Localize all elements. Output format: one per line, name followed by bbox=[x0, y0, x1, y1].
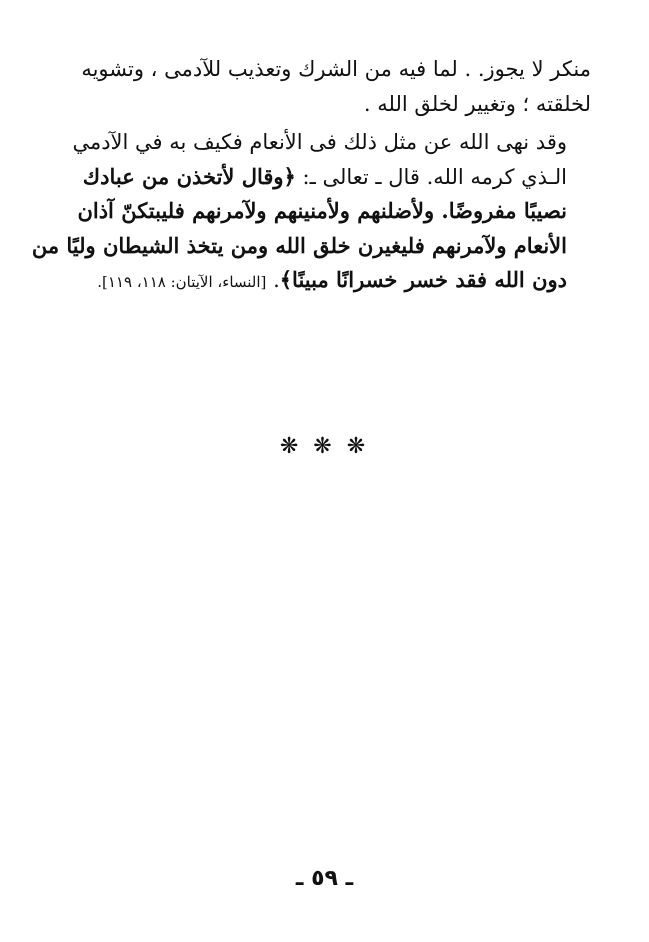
paragraph-2 bbox=[31, 125, 591, 300]
quran-verse-line: الأنعام ولآمرنهم فليغيرن خلق الله ومن يتخذ الشيطان وليًا من bbox=[31, 232, 567, 258]
section-separator: ❋ ❋ ❋ bbox=[279, 434, 370, 459]
plain-text: الـذي كرمه الله. قال ـ تعالى ـ: bbox=[295, 164, 567, 189]
quran-verse-text: دون الله فقد خسر خسرانًا مبينًا﴾ bbox=[279, 267, 567, 292]
page-number: ـ ٥٩ ـ bbox=[295, 866, 354, 891]
text-line: لخلقته ؛ وتغيير لخلق الله . bbox=[363, 91, 591, 116]
text-line: منكر لا يجوز. . لما فيه من الشرك وتعذيب للآدمى ، وتشويه bbox=[81, 57, 591, 81]
plain-text: . bbox=[266, 268, 280, 292]
text-line bbox=[52, 263, 591, 300]
quran-verse-text: ﴿وقال لأتخذن من عبادك bbox=[82, 163, 296, 189]
verse-reference: [النساء، الآيتان: ١١٨، ١١٩]. bbox=[97, 273, 267, 291]
text-line: وقد نهى الله عن مثل ذلك فى الأنعام فكيف به في الآدمي bbox=[72, 130, 567, 154]
paragraph-1 bbox=[52, 52, 591, 121]
text-line bbox=[52, 160, 591, 195]
body-text bbox=[31, 52, 591, 304]
quran-verse-line: نصيبًا مفروضًا. ولأضلنهم ولأمنينهم ولآمرنهم فليبتكنّ آذان bbox=[77, 198, 567, 223]
